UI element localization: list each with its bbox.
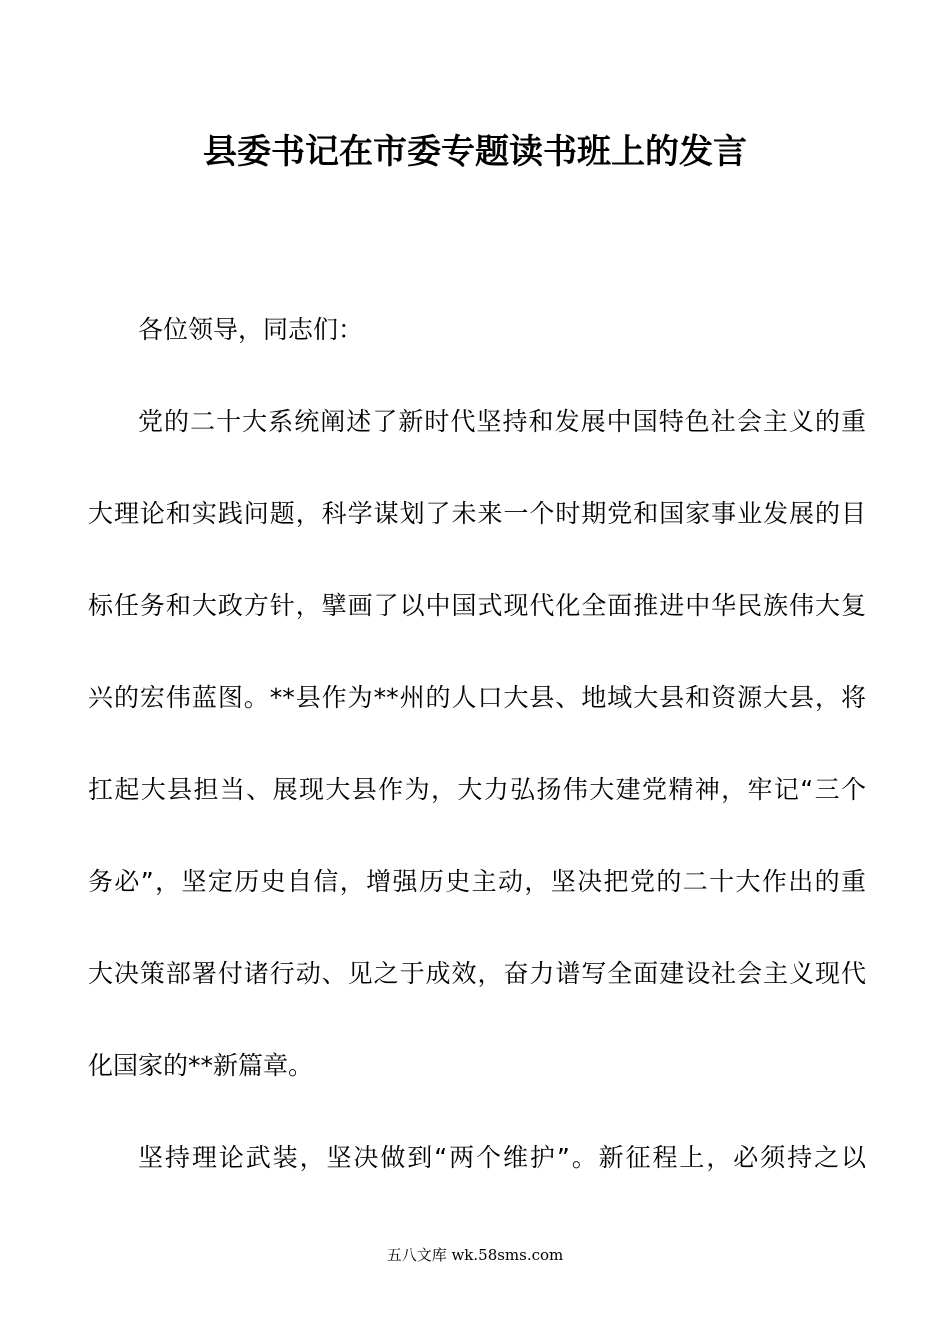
greeting-line: 各位领导，同志们：: [138, 315, 364, 344]
footer-watermark: 五八文库 wk.58sms.com: [386, 1246, 564, 1264]
paragraph-1-line-8: 化国家的**新篇章。: [88, 1051, 314, 1080]
document-title: 县委书记在市委专题读书班上的发言: [203, 132, 747, 172]
paragraph-1-line-5: 扛起大县担当、展现大县作为，大力弘扬伟大建党精神，牢记“三个: [88, 775, 866, 804]
paragraph-1-line-2: 大理论和实践问题，科学谋划了未来一个时期党和国家事业发展的目: [88, 499, 866, 528]
greeting-paragraph: [88, 307, 866, 399]
paragraph-2: [88, 1135, 866, 1227]
paragraph-2-line-1: 坚持理论武装，坚决做到“两个维护”。新征程上，必须持之以: [138, 1143, 866, 1172]
paragraph-1-line-4: 兴的宏伟蓝图。**县作为**州的人口大县、地域大县和资源大县，将: [88, 683, 866, 712]
paragraph-1-line-3: 标任务和大政方针，擘画了以中国式现代化全面推进中华民族伟大复: [88, 591, 866, 620]
document-body: [88, 307, 866, 1227]
paragraph-1-line-7: 大决策部署付诸行动、见之于成效，奋力谱写全面建设社会主义现代: [88, 959, 866, 988]
paragraph-1: [88, 399, 866, 1135]
paragraph-1-line-1: 党的二十大系统阐述了新时代坚持和发展中国特色社会主义的重: [138, 407, 866, 436]
paragraph-1-line-6: 务必”，坚定历史自信，增强历史主动，坚决把党的二十大作出的重: [88, 867, 866, 896]
